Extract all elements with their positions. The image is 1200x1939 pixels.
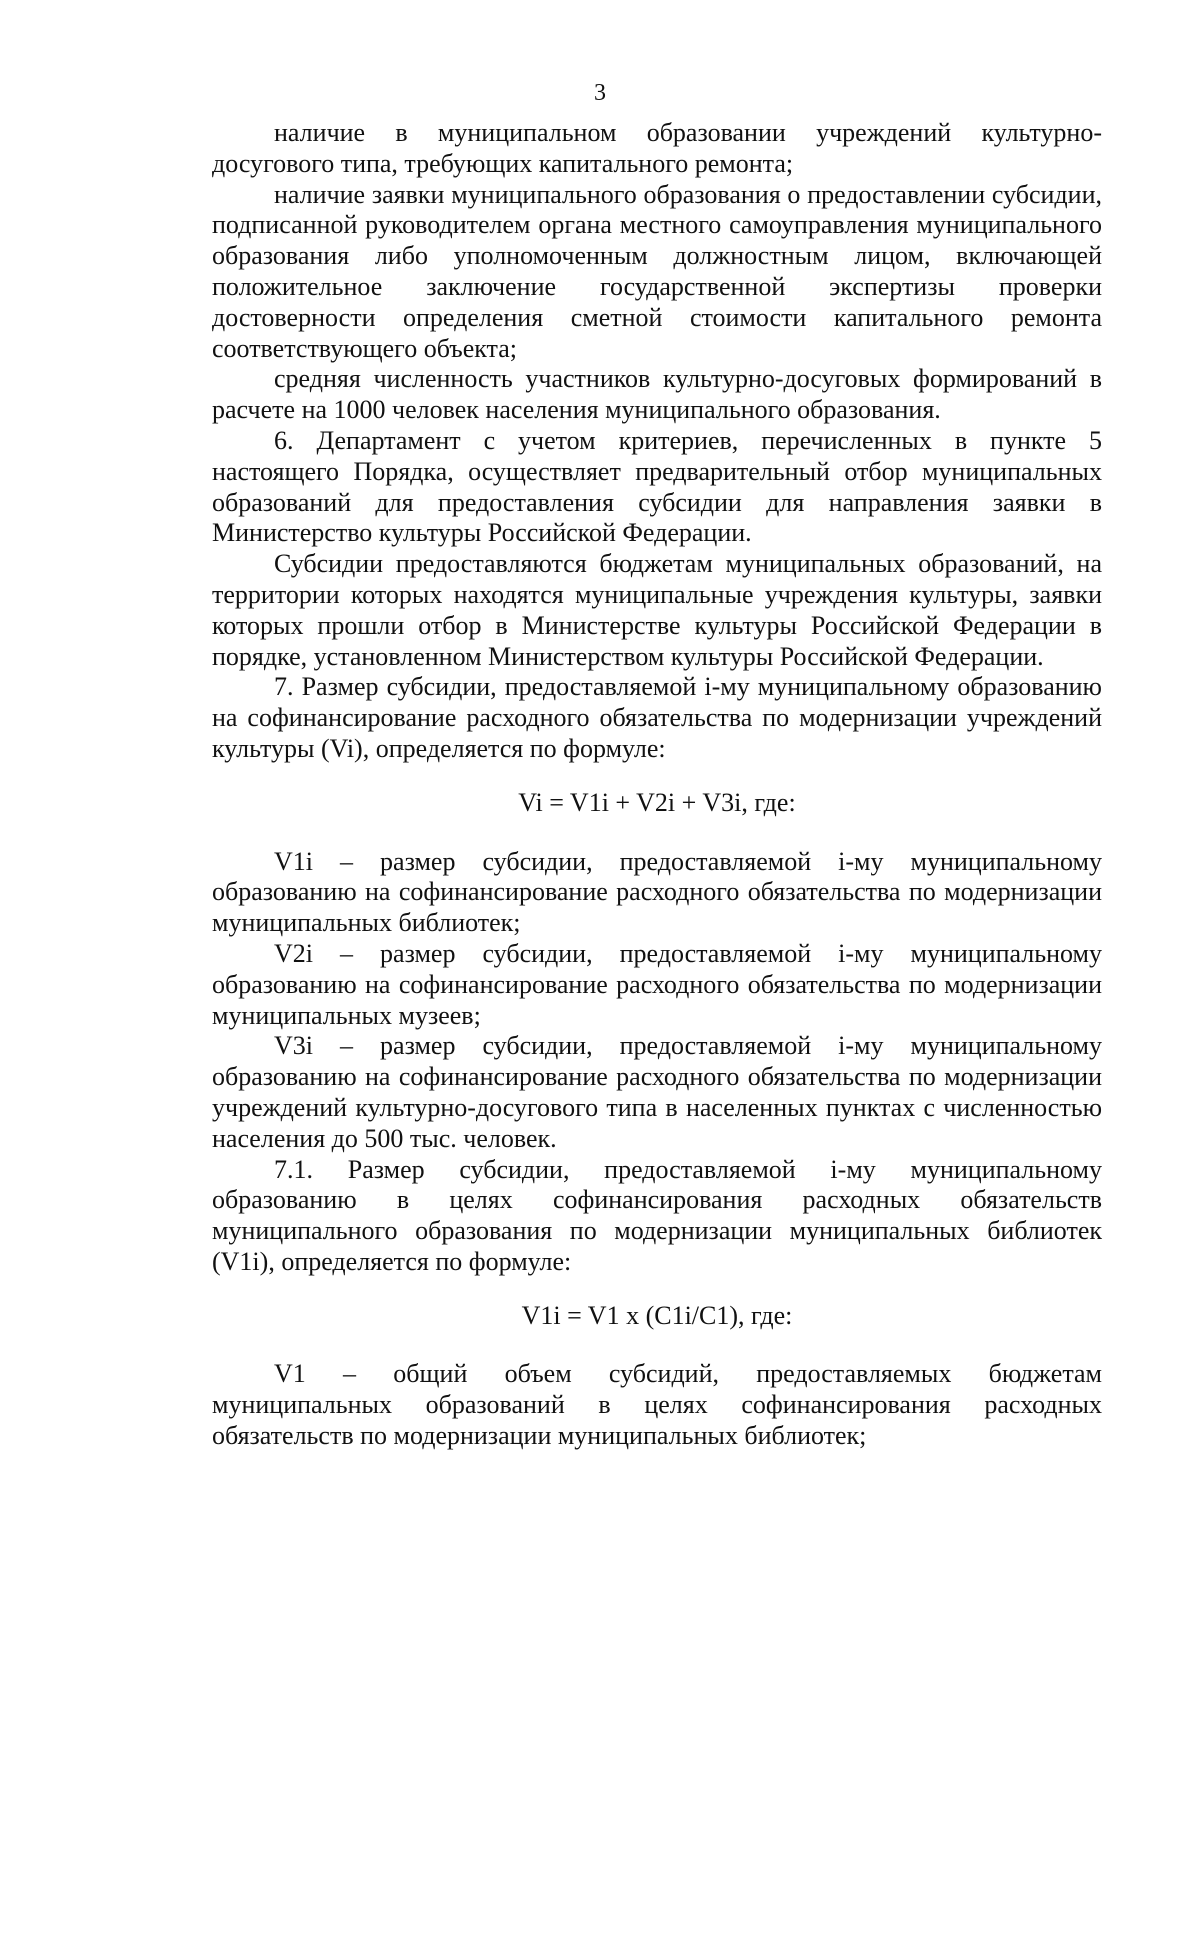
formula: V1i = V1 x (C1i/C1), где: bbox=[521, 1300, 793, 1330]
page-number: 3 bbox=[594, 80, 606, 106]
definition-paragraph: V3i – размер субсидии, предоставляемой i-му муниципальному образованию на софинансирование расходного обязательства по модернизации учреждений культурно-досугового типа в населенных пунктах с численностью населения до 500 тыс. человек. bbox=[212, 1031, 1102, 1153]
definition-paragraph: V2i – размер субсидии, предоставляемой i-му муниципальному образованию на софинансирование расходного обязательства по модернизации муниципальных музеев; bbox=[212, 938, 1102, 1030]
paragraph: средняя численность участников культурно-досуговых формирований в расчете на 1000 человек населения муниципального образования. bbox=[212, 364, 1102, 425]
paragraph: наличие в муниципальном образовании учреждений культурно-досугового типа, требующих капитального ремонта; bbox=[212, 118, 1102, 178]
definition-paragraph: V1i – размер субсидии, предоставляемой i-му муниципальному образованию на софинансирование расходного обязательства по модернизации муниципальных библиотек; bbox=[212, 846, 1102, 938]
paragraph: 7.1. Размер субсидии, предоставляемой i-му муниципальному образованию в целях софинансирования расходных обязательств муниципального образования по модернизации муниципальных библиотек (V1i), определяется по формуле: bbox=[212, 1154, 1102, 1276]
paragraph: 7. Размер субсидии, предоставляемой i-му муниципальному образованию на софинансирование расходного обязательства по модернизации учреждений культуры (Vi), определяется по формуле: bbox=[212, 672, 1102, 763]
definition-paragraph: V1 – общий объем субсидий, предоставляемых бюджетам муниципальных образований в целях софинансирования расходных обязательств по модернизации муниципальных библиотек; bbox=[212, 1359, 1102, 1451]
formula: Vi = V1i + V2i + V3i, где: bbox=[518, 787, 796, 817]
document-body bbox=[212, 118, 1102, 1452]
paragraph: Субсидии предоставляются бюджетам муниципальных образований, на территории которых находятся муниципальные учреждения культуры, заявки которых прошли отбор в Министерстве культуры Российской Федерации в порядке, установленном Министерством культуры Российской Федерации. bbox=[212, 549, 1102, 671]
paragraph: 6. Департамент с учетом критериев, перечисленных в пункте 5 настоящего Порядка, осуществляет предварительный отбор муниципальных образований для предоставления субсидии для направления заявки в Министерство культуры Российской Федерации. bbox=[212, 425, 1102, 548]
paragraph: наличие заявки муниципального образования о предоставлении субсидии, подписанной руководителем органа местного самоуправления муниципального образования либо уполномоченным должностным лицом, включающей положительное заключение государственной экспертизы проверки достоверности определения сметной стоимости капитального ремонта соответствующего объекта; bbox=[212, 179, 1102, 363]
